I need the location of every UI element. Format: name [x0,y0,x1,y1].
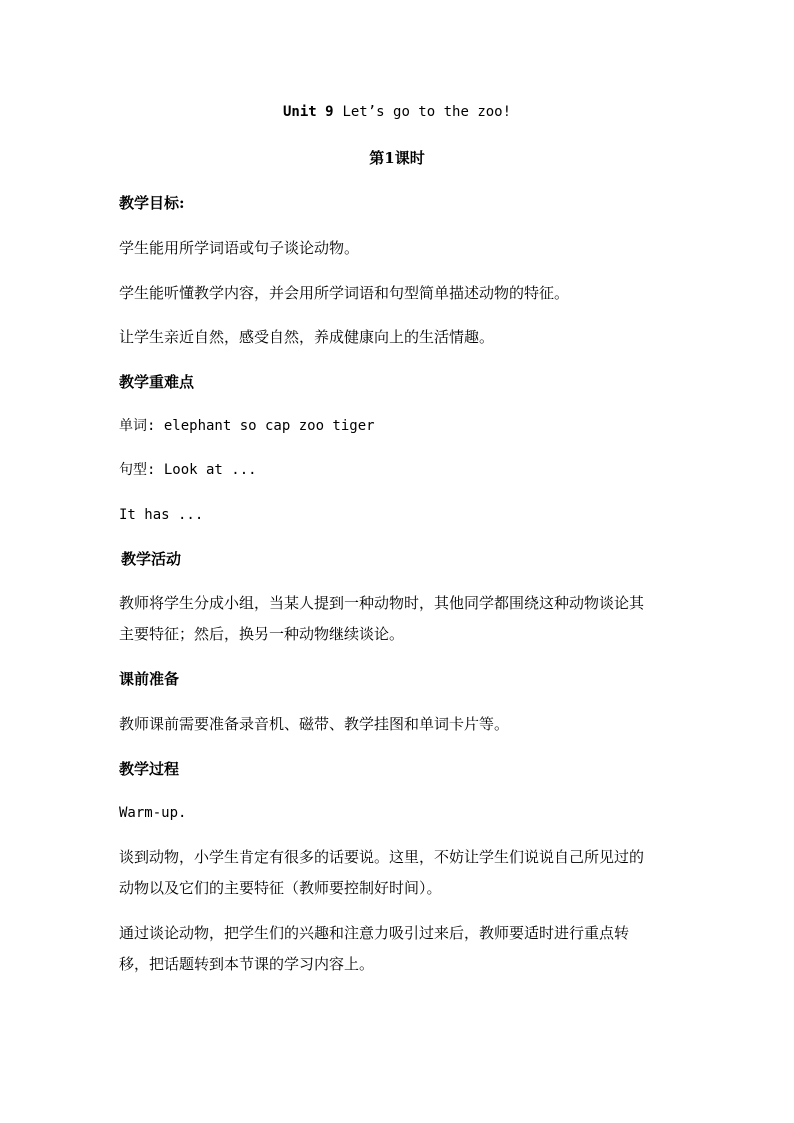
unit-number: Unit 9 [282,104,334,120]
process-paragraph-line: 谈到动物，小学生肯定有很多的话要说。这里，不妨让学生们说说自己所见过的 [119,848,645,866]
preparation-line: 教师课前需要准备录音机、磁带、教学挂图和单词卡片等。 [119,715,510,733]
goal-item: 学生能用所学词语或句子谈论动物。 [119,239,360,257]
process-step: Warm-up. [119,805,187,821]
activities-heading: 教学活动 [121,550,182,568]
process-paragraph-line: 动物以及它们的主要特征（教师要控制好时间）。 [119,879,442,897]
document-title [0,102,794,122]
goal-item: 让学生亲近自然，感受自然，养成健康向上的生活情趣。 [119,328,495,346]
process-paragraph-line: 移，把话题转到本节课的学习内容上。 [119,955,375,973]
lesson-subtitle: 第1课时 [369,149,425,167]
activities-line: 主要特征；然后，换另一种动物继续谈论。 [119,625,405,643]
goals-heading: 教学目标: [119,194,185,212]
goal-item: 学生能听懂教学内容，并会用所学词语和句型简单描述动物的特征。 [119,284,570,302]
key-point-words: 单词: elephant so cap zoo tiger [119,418,375,434]
process-heading: 教学过程 [119,760,180,778]
activities-line: 教师将学生分成小组，当某人提到一种动物时，其他同学都围绕这种动物谈论其 [119,594,645,612]
preparation-heading: 课前准备 [119,670,180,688]
unit-name: Let’s go to the zoo! [342,104,512,120]
key-point-sentence: It has ... [119,507,204,523]
key-points-heading: 教学重难点 [119,373,195,391]
process-paragraph-line: 通过谈论动物，把学生们的兴趣和注意力吸引过来后，教师要适时进行重点转 [119,924,630,942]
key-point-sentence: 句型: Look at ... [119,462,257,478]
